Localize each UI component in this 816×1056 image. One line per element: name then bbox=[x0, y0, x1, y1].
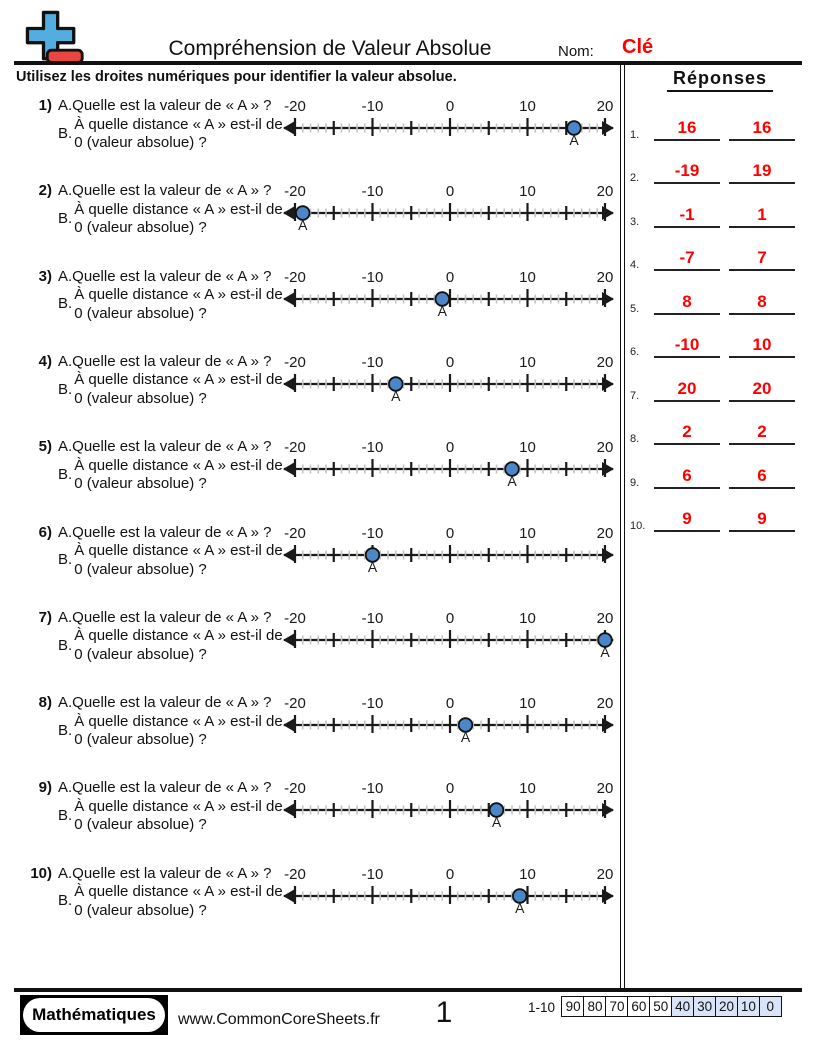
answers-separator bbox=[620, 65, 625, 988]
problem-number: 5) bbox=[38, 438, 52, 456]
arrow-right-icon bbox=[602, 121, 614, 135]
question-b-label: B. bbox=[58, 721, 73, 739]
question-b-line2: 0 (valeur absolue) ? bbox=[74, 219, 207, 237]
answer-row bbox=[630, 329, 795, 358]
problem-number: 4) bbox=[38, 352, 52, 370]
problem-number: 6) bbox=[38, 523, 52, 541]
question-a: A.Quelle est la valeur de « A » ? bbox=[58, 523, 272, 541]
number-line-wrap bbox=[281, 436, 616, 497]
numberline-tick-label: 10 bbox=[519, 524, 536, 542]
arrow-left-icon bbox=[283, 462, 295, 476]
answer-number: 6. bbox=[630, 346, 640, 359]
question-b-line1: À quelle distance « A » est-il de bbox=[74, 115, 283, 133]
score-cell: 50 bbox=[649, 996, 673, 1017]
numberline-tick-label: -20 bbox=[284, 695, 306, 713]
answer-number: 5. bbox=[630, 302, 640, 315]
numberline-tick-label: -10 bbox=[361, 439, 384, 457]
question-b-line1: À quelle distance « A » est-il de bbox=[74, 200, 283, 218]
answer-number: 10. bbox=[630, 520, 646, 533]
problems-list bbox=[0, 95, 620, 990]
problem-question bbox=[58, 182, 288, 238]
answer-value-blank: 20 bbox=[654, 373, 720, 402]
numberline-tick-label: 0 bbox=[445, 353, 455, 371]
answer-absolute-blank: 8 bbox=[729, 286, 795, 315]
score-cell: 20 bbox=[715, 996, 739, 1017]
answer-value-blank: -7 bbox=[654, 242, 720, 271]
number-line bbox=[281, 777, 616, 833]
question-b-line2: 0 (valeur absolue) ? bbox=[74, 645, 207, 663]
arrow-left-icon bbox=[283, 377, 295, 391]
problem-question bbox=[58, 438, 288, 494]
number-line bbox=[281, 607, 616, 663]
numberline-tick-label: 10 bbox=[519, 865, 536, 883]
numberline-tick-label: 20 bbox=[596, 353, 614, 371]
numberline-tick-label: 10 bbox=[519, 98, 536, 115]
instruction-text: Utilisez les droites numériques pour identifier la valeur absolue. bbox=[16, 69, 457, 85]
problem-row bbox=[0, 607, 620, 692]
number-line-wrap bbox=[281, 95, 616, 156]
answer-value-blank: 6 bbox=[654, 460, 720, 489]
problem-row bbox=[0, 777, 620, 862]
numberline-tick-label: -20 bbox=[284, 780, 306, 798]
answer-value-blank: -10 bbox=[654, 329, 720, 358]
question-a: A.Quelle est la valeur de « A » ? bbox=[58, 438, 272, 456]
numberline-tick-label: 10 bbox=[519, 439, 536, 457]
question-b bbox=[58, 542, 288, 579]
point-a-label: A bbox=[391, 387, 401, 404]
problem-question bbox=[58, 865, 288, 921]
numberline-tick-label: 10 bbox=[519, 609, 536, 627]
point-a-label: A bbox=[569, 132, 579, 148]
numberline-tick-label: 0 bbox=[445, 183, 455, 201]
problem-row bbox=[0, 95, 620, 180]
score-cell: 60 bbox=[627, 996, 651, 1017]
question-b bbox=[58, 798, 288, 835]
answer-row bbox=[630, 286, 795, 315]
number-line-wrap bbox=[281, 777, 616, 838]
number-line-wrap bbox=[281, 266, 616, 327]
number-line bbox=[281, 351, 616, 407]
question-b-line2: 0 (valeur absolue) ? bbox=[74, 560, 207, 578]
numberline-tick-label: 20 bbox=[596, 98, 614, 115]
numberline-tick-label: 0 bbox=[445, 524, 455, 542]
numberline-tick-label: -10 bbox=[361, 268, 384, 286]
numberline-tick-label: -10 bbox=[361, 695, 384, 713]
answer-row bbox=[630, 155, 795, 184]
score-cell: 10 bbox=[737, 996, 761, 1017]
arrow-left-icon bbox=[283, 718, 295, 732]
problem-question bbox=[58, 779, 288, 835]
numberline-tick-label: 0 bbox=[445, 865, 455, 883]
score-cell: 70 bbox=[605, 996, 629, 1017]
question-a: A.Quelle est la valeur de « A » ? bbox=[58, 97, 272, 114]
question-b bbox=[58, 201, 288, 238]
question-b-label: B. bbox=[58, 636, 73, 654]
numberline-tick-label: -20 bbox=[284, 353, 306, 371]
arrow-right-icon bbox=[602, 377, 614, 391]
problem-question bbox=[58, 97, 288, 153]
point-a-label: A bbox=[437, 302, 447, 319]
answer-absolute-blank: 20 bbox=[729, 373, 795, 402]
number-line-wrap bbox=[281, 180, 616, 241]
question-b-label: B. bbox=[58, 295, 73, 313]
answer-absolute-blank: 7 bbox=[729, 242, 795, 271]
problem-number: 7) bbox=[38, 608, 52, 626]
answer-absolute-blank: 16 bbox=[729, 112, 795, 141]
name-label: Nom: bbox=[558, 43, 594, 60]
question-b-label: B. bbox=[58, 124, 73, 142]
question-a: A.Quelle est la valeur de « A » ? bbox=[58, 779, 272, 797]
point-a-label: A bbox=[491, 814, 502, 831]
answer-row bbox=[630, 112, 795, 141]
problem-question bbox=[58, 353, 288, 409]
answer-absolute-blank: 6 bbox=[729, 460, 795, 489]
problem-question bbox=[58, 524, 288, 580]
score-cell: 0 bbox=[759, 996, 783, 1017]
numberline-tick-label: 10 bbox=[519, 780, 536, 798]
answer-number: 4. bbox=[630, 259, 640, 272]
numberline-tick-label: -20 bbox=[284, 183, 306, 201]
numberline-tick-label: 20 bbox=[596, 183, 614, 201]
answer-number: 3. bbox=[630, 215, 640, 228]
arrow-right-icon bbox=[602, 462, 614, 476]
answers-panel bbox=[628, 65, 812, 985]
numberline-tick-label: -20 bbox=[284, 439, 306, 457]
arrow-right-icon bbox=[602, 718, 614, 732]
number-line-wrap bbox=[281, 863, 616, 924]
subject-badge-label: Mathématiques bbox=[23, 998, 165, 1032]
number-line bbox=[281, 522, 616, 578]
problem-row bbox=[0, 180, 620, 265]
problem-number: 8) bbox=[38, 694, 52, 712]
answers-title: Réponses bbox=[628, 68, 812, 92]
numberline-tick-label: 0 bbox=[445, 268, 455, 286]
numberline-tick-label: -20 bbox=[284, 98, 306, 115]
question-b-line1: À quelle distance « A » est-il de bbox=[74, 627, 283, 645]
arrow-left-icon bbox=[283, 633, 295, 647]
numberline-tick-label: 0 bbox=[445, 609, 455, 627]
question-b-line2: 0 (valeur absolue) ? bbox=[74, 304, 207, 322]
numberline-tick-label: -10 bbox=[361, 780, 384, 798]
numberline-tick-label: -10 bbox=[361, 865, 384, 883]
answer-number: 2. bbox=[630, 172, 640, 185]
score-cell: 80 bbox=[583, 996, 607, 1017]
number-line bbox=[281, 95, 616, 151]
numberline-tick-label: 20 bbox=[596, 780, 614, 798]
point-a-label: A bbox=[367, 558, 378, 575]
problem-number: 1) bbox=[38, 97, 52, 114]
score-table bbox=[563, 996, 782, 1017]
plus-minus-logo bbox=[18, 8, 86, 66]
answer-number: 1. bbox=[630, 129, 640, 141]
numberline-tick-label: 10 bbox=[519, 695, 536, 713]
number-line-wrap bbox=[281, 692, 616, 753]
problem-row bbox=[0, 692, 620, 777]
question-b-label: B. bbox=[58, 892, 73, 910]
question-b-label: B. bbox=[58, 551, 73, 569]
question-b-line1: À quelle distance « A » est-il de bbox=[74, 456, 283, 474]
point-a-label: A bbox=[515, 899, 525, 916]
question-b-line1: À quelle distance « A » est-il de bbox=[74, 371, 283, 389]
question-a: A.Quelle est la valeur de « A » ? bbox=[58, 352, 272, 370]
arrow-left-icon bbox=[283, 889, 295, 903]
question-b-line2: 0 (valeur absolue) ? bbox=[74, 901, 207, 919]
footer-rule bbox=[14, 988, 802, 992]
numberline-tick-label: -20 bbox=[284, 865, 306, 883]
number-line-wrap bbox=[281, 351, 616, 412]
score-cell: 40 bbox=[671, 996, 695, 1017]
answer-number: 9. bbox=[630, 476, 640, 489]
problem-row bbox=[0, 863, 620, 948]
page-title: Compréhension de Valeur Absolue bbox=[168, 37, 492, 60]
answer-row bbox=[630, 416, 795, 445]
answer-row bbox=[630, 373, 795, 402]
number-line bbox=[281, 436, 616, 492]
numberline-tick-label: 20 bbox=[596, 439, 614, 457]
question-b-line1: À quelle distance « A » est-il de bbox=[74, 542, 283, 559]
answer-value-blank: -1 bbox=[654, 199, 720, 228]
problem-question bbox=[58, 268, 288, 324]
question-b-line2: 0 (valeur absolue) ? bbox=[74, 731, 207, 749]
answer-absolute-blank: 10 bbox=[729, 329, 795, 358]
page-number: 1 bbox=[435, 996, 453, 1029]
arrow-left-icon bbox=[283, 548, 295, 562]
problem-row bbox=[0, 522, 620, 607]
point-a-label: A bbox=[460, 729, 471, 746]
numberline-tick-label: 0 bbox=[445, 439, 455, 457]
question-b-line1: À quelle distance « A » est-il de bbox=[74, 883, 283, 901]
numberline-tick-label: -20 bbox=[284, 268, 306, 286]
arrow-right-icon bbox=[602, 206, 614, 220]
numberline-tick-label: 10 bbox=[519, 183, 536, 201]
arrow-left-icon bbox=[283, 121, 295, 135]
problem-question bbox=[58, 609, 288, 665]
arrow-left-icon bbox=[283, 206, 295, 220]
answer-absolute-blank: 19 bbox=[729, 155, 795, 184]
numberline-tick-label: -20 bbox=[284, 609, 306, 627]
numberline-tick-label: 20 bbox=[596, 609, 614, 627]
arrow-right-icon bbox=[602, 548, 614, 562]
numberline-tick-label: 10 bbox=[519, 268, 536, 286]
numberline-tick-label: 20 bbox=[596, 865, 614, 883]
number-line bbox=[281, 180, 616, 236]
point-a-label: A bbox=[298, 217, 308, 234]
problem-number: 9) bbox=[38, 779, 52, 797]
number-line bbox=[281, 266, 616, 322]
answer-number: 8. bbox=[630, 433, 640, 446]
arrow-right-icon bbox=[602, 803, 614, 817]
question-b bbox=[58, 457, 288, 494]
question-a: A.Quelle est la valeur de « A » ? bbox=[58, 267, 272, 285]
problem-number: 3) bbox=[38, 267, 52, 285]
problem-question bbox=[58, 694, 288, 750]
numberline-tick-label: -10 bbox=[361, 524, 384, 542]
question-b-label: B. bbox=[58, 380, 73, 398]
numberline-tick-label: -10 bbox=[361, 353, 384, 371]
point-a-label: A bbox=[600, 643, 610, 660]
question-a: A.Quelle est la valeur de « A » ? bbox=[58, 864, 272, 882]
answer-value-blank: 16 bbox=[654, 112, 720, 141]
answer-number: 7. bbox=[630, 389, 640, 402]
problem-row bbox=[0, 266, 620, 351]
number-line bbox=[281, 692, 616, 748]
numberline-tick-label: 20 bbox=[596, 268, 614, 286]
arrow-right-icon bbox=[602, 292, 614, 306]
numberline-tick-label: 0 bbox=[445, 695, 455, 713]
question-b bbox=[58, 286, 288, 323]
question-b-line1: À quelle distance « A » est-il de bbox=[74, 286, 283, 304]
question-a: A.Quelle est la valeur de « A » ? bbox=[58, 608, 272, 626]
point-a-label: A bbox=[507, 473, 517, 490]
question-b-label: B. bbox=[58, 210, 73, 228]
question-b bbox=[58, 713, 288, 750]
problem-row bbox=[0, 436, 620, 521]
numberline-tick-label: 20 bbox=[596, 524, 614, 542]
arrow-right-icon bbox=[602, 889, 614, 903]
problem-number: 2) bbox=[38, 182, 52, 200]
numberline-tick-label: -10 bbox=[361, 183, 384, 201]
score-range-label: 1-10 bbox=[528, 1000, 556, 1015]
question-b-line2: 0 (valeur absolue) ? bbox=[74, 816, 207, 834]
answer-row bbox=[630, 460, 795, 489]
question-b-line2: 0 (valeur absolue) ? bbox=[74, 475, 207, 493]
question-b bbox=[58, 371, 288, 408]
arrow-left-icon bbox=[283, 292, 295, 306]
answer-value-blank: 8 bbox=[654, 286, 720, 315]
score-cell: 90 bbox=[561, 996, 585, 1017]
website-text: www.CommonCoreSheets.fr bbox=[178, 1011, 380, 1028]
question-b-line2: 0 (valeur absolue) ? bbox=[74, 389, 207, 407]
problem-number: 10) bbox=[30, 864, 52, 882]
answer-value-blank: -19 bbox=[654, 155, 720, 184]
name-value: Clé bbox=[622, 36, 654, 58]
question-b-label: B. bbox=[58, 465, 73, 483]
numberline-tick-label: 0 bbox=[445, 98, 455, 115]
subject-badge bbox=[20, 995, 168, 1035]
question-b-label: B. bbox=[58, 807, 73, 825]
question-b bbox=[58, 883, 288, 920]
answer-absolute-blank: 9 bbox=[729, 503, 795, 532]
answer-value-blank: 2 bbox=[654, 416, 720, 445]
question-b-line1: À quelle distance « A » est-il de bbox=[74, 712, 283, 730]
problem-row bbox=[0, 351, 620, 436]
question-a: A.Quelle est la valeur de « A » ? bbox=[58, 694, 272, 712]
numberline-tick-label: -10 bbox=[361, 98, 384, 115]
answer-row bbox=[630, 199, 795, 228]
answer-absolute-blank: 1 bbox=[729, 199, 795, 228]
question-b-line1: À quelle distance « A » est-il de bbox=[74, 797, 283, 815]
question-b bbox=[58, 116, 288, 153]
numberline-tick-label: 20 bbox=[596, 695, 614, 713]
numberline-tick-label: -10 bbox=[361, 609, 384, 627]
answer-absolute-blank: 2 bbox=[729, 416, 795, 445]
numberline-tick-label: -20 bbox=[284, 524, 306, 542]
answer-row bbox=[630, 503, 795, 532]
question-b bbox=[58, 627, 288, 664]
answer-value-blank: 9 bbox=[654, 503, 720, 532]
number-line bbox=[281, 863, 616, 919]
question-b-line2: 0 (valeur absolue) ? bbox=[74, 134, 207, 151]
number-line-wrap bbox=[281, 522, 616, 583]
arrow-left-icon bbox=[283, 803, 295, 817]
numberline-tick-label: 10 bbox=[519, 353, 536, 371]
numberline-tick-label: 0 bbox=[445, 780, 455, 798]
question-a: A.Quelle est la valeur de « A » ? bbox=[58, 182, 272, 200]
answer-row bbox=[630, 242, 795, 271]
score-cell: 30 bbox=[693, 996, 717, 1017]
number-line-wrap bbox=[281, 607, 616, 668]
